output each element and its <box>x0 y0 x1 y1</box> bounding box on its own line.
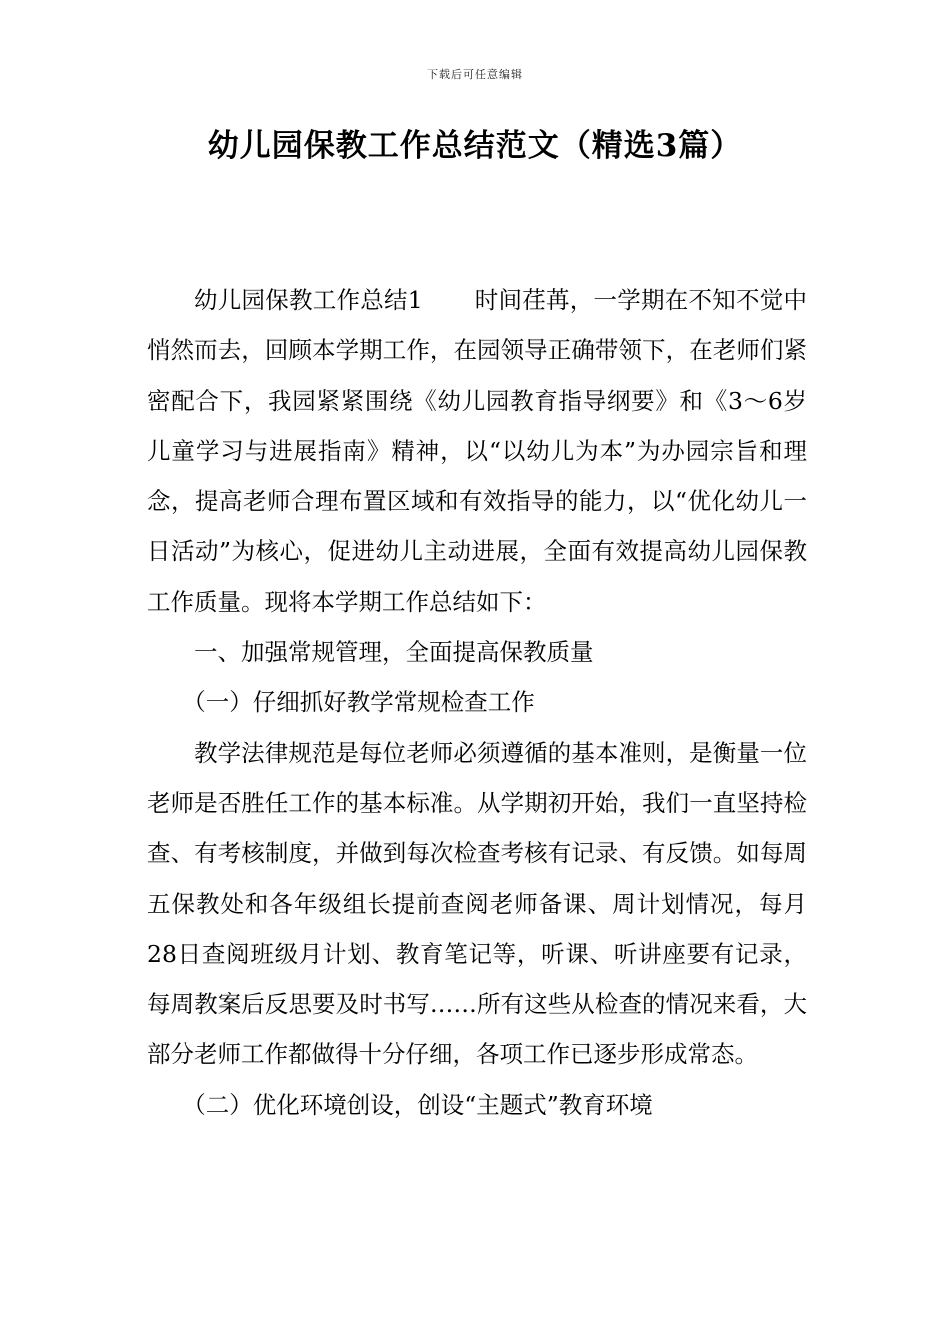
intro-paragraph <box>147 275 807 627</box>
heading-level-1: 一、加强常规管理，全面提高保教质量 <box>194 638 594 667</box>
header-note: 下载后可任意编辑 <box>427 68 523 81</box>
body-paragraph: 教学法律规范是每位老师必须遵循的基本准则，是衡量一位老师是否胜任工作的基本标准。从学期初开始，我们一直坚持检查、有考核制度，并做到每次检查考核有记录、有反馈。如每周五保教处和各年级组长提前查阅老师备课、周计划情况，每月28日查阅班级月计划、教育笔记等，听课、听讲座要有记录，每周教案后反思要及时书写……所有这些从检查的情况来看，大部分老师工作都做得十分仔细，各项工作已逐步形成常态。 <box>147 738 807 1069</box>
heading-level-2-first: （一）仔细抓好教学常规检查工作 <box>182 688 535 717</box>
intro-text: 时间荏苒，一学期在不知不觉中悄然而去，回顾本学期工作，在园领导正确带领下，在老师们紧密配合下，我园紧紧围绕《幼儿园教育指导纲要》和《3～6岁儿童学习与进展指南》精神，以“以幼儿为本”为办园宗旨和理念，提高老师合理布置区域和有效指导的能力，以“优化幼儿一日活动”为核心，促进幼儿主动进展，全面有效提高幼儿园保教工作质量。现将本学期工作总结如下： <box>147 286 808 616</box>
section-label: 幼儿园保教工作总结1 <box>194 286 423 314</box>
document-body <box>147 275 807 1130</box>
heading-level-2-second: （二）优化环境创设，创设“主题式”教育环境 <box>182 1090 653 1119</box>
document-title: 幼儿园保教工作总结范文（精选3篇） <box>207 128 743 164</box>
